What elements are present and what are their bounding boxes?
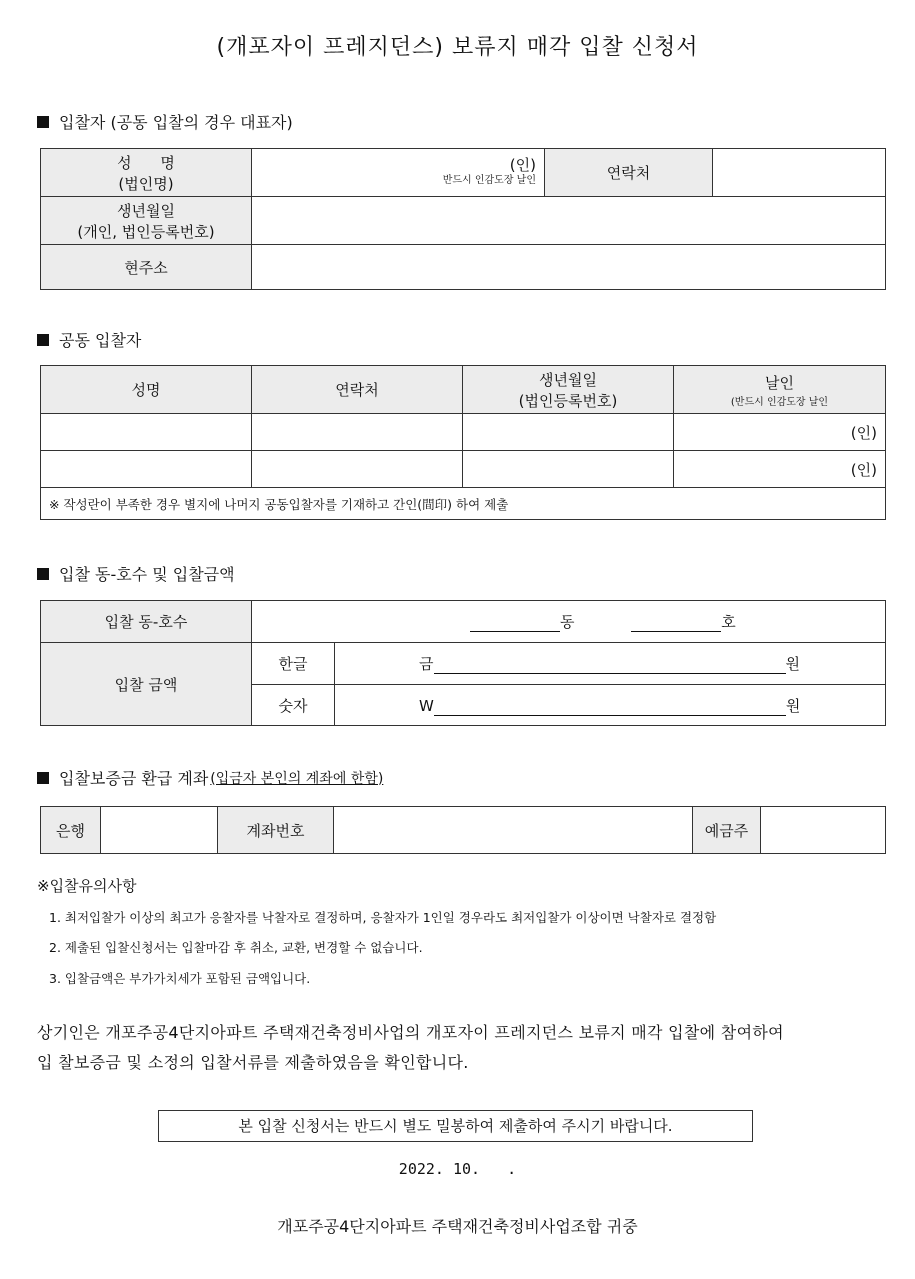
dong-label: 동 — [560, 613, 575, 631]
holder-field[interactable] — [761, 807, 886, 854]
joint-birth-field[interactable] — [463, 414, 674, 451]
joint-contact-field[interactable] — [252, 451, 463, 488]
birth-label: 생년월일 — [117, 201, 175, 220]
corp-name-label: (법인명) — [118, 174, 174, 193]
statement-line: 상기인은 개포주공4단지아파트 주택재건축정비사업의 개포자이 프레지던스 보류지 매각 입찰에 참여하여 — [37, 1023, 784, 1042]
joint-name-field[interactable] — [41, 451, 252, 488]
col-seal-label: 날인 — [765, 373, 794, 392]
joint-contact-field[interactable] — [252, 414, 463, 451]
amount-label: 입찰 금액 — [41, 643, 252, 726]
unit-label: 입찰 동-호수 — [41, 601, 252, 643]
name-field[interactable] — [252, 149, 545, 197]
address-field[interactable] — [252, 245, 886, 290]
square-bullet-icon — [37, 772, 49, 784]
unit-field[interactable] — [252, 601, 886, 643]
dong-blank[interactable] — [470, 631, 560, 632]
bank-field[interactable] — [101, 807, 218, 854]
recipient-union: 개포주공4단지아파트 주택재건축정비사업조합 귀중 — [277, 1217, 638, 1236]
joint-seal-field[interactable] — [674, 451, 886, 488]
col-birth — [463, 366, 674, 414]
notes-title: ※입찰유의사항 — [37, 877, 137, 895]
square-bullet-icon — [37, 568, 49, 580]
number-amount-blank[interactable] — [434, 715, 786, 716]
col-birth-label: 생년월일 — [539, 370, 597, 389]
birth-label-cell — [41, 197, 252, 245]
bidder-table — [40, 148, 886, 290]
statement-line: 입 찰보증금 및 소정의 입찰서류를 제출하였음을 확인합니다. — [37, 1053, 469, 1072]
note-item: 2. 제출된 입찰신청서는 입찰마감 후 취소, 교환, 변경할 수 없습니다. — [49, 940, 423, 955]
square-bullet-icon — [37, 116, 49, 128]
contact-label: 연락처 — [545, 149, 713, 197]
square-bullet-icon — [37, 334, 49, 346]
ho-label: 호 — [721, 613, 736, 631]
note-item: 1. 최저입찰가 이상의 최고가 응찰자를 낙찰자로 결정하며, 응찰자가 1인일 경우라도 최저입찰가 이상이면 낙찰자로 결정함 — [49, 910, 717, 925]
col-seal-note: (반드시 인감도장 날인 — [730, 396, 829, 408]
won-label: 원 — [785, 655, 800, 673]
note-item: 3. 입찰금액은 부가가치세가 포함된 금액입니다. — [49, 971, 311, 986]
number-amount-field[interactable] — [335, 685, 886, 726]
account-field[interactable] — [334, 807, 693, 854]
number-label: 숫자 — [252, 685, 335, 726]
number-prefix: W — [419, 696, 434, 715]
account-label: 계좌번호 — [218, 807, 334, 854]
joint-birth-field[interactable] — [463, 451, 674, 488]
col-contact: 연락처 — [252, 366, 463, 414]
joint-note: ※ 작성란이 부족한 경우 별지에 나머지 공동입찰자를 기재하고 간인(間印) 하여 제출 — [41, 488, 886, 520]
birth-field[interactable] — [252, 197, 886, 245]
name-label: 성 명 — [117, 153, 187, 172]
col-reg-label: (법인등록번호) — [518, 391, 618, 410]
korean-amount-field[interactable] — [335, 643, 886, 685]
unit-table — [40, 600, 886, 726]
korean-label: 한글 — [252, 643, 335, 685]
section-joint-heading — [37, 328, 141, 351]
joint-name-field[interactable] — [41, 414, 252, 451]
section-subtitle: (입금자 본인의 계좌에 한함) — [210, 770, 384, 787]
section-title: 입찰자 (공동 입찰의 경우 대표자) — [59, 113, 293, 132]
date: 2022. 10. . — [398, 1160, 517, 1178]
seal-instruction-box: 본 입찰 신청서는 반드시 별도 밀봉하여 제출하여 주시기 바랍니다. — [158, 1110, 753, 1142]
col-name: 성명 — [41, 366, 252, 414]
seal-note: 반드시 인감도장 날인 — [442, 174, 536, 186]
korean-amount-blank[interactable] — [434, 673, 786, 674]
statement-paragraph — [37, 1018, 882, 1078]
seal-mark: (인) — [509, 155, 536, 174]
seal-mark: (인) — [850, 423, 877, 442]
section-title: 입찰보증금 환급 계좌 — [59, 769, 209, 788]
section-bidder-heading — [37, 110, 293, 133]
col-seal — [674, 366, 886, 414]
won-label: 원 — [785, 696, 801, 715]
section-title: 입찰 동-호수 및 입찰금액 — [59, 565, 235, 584]
reg-number-label: (개인, 법인등록번호) — [77, 222, 215, 241]
bank-label: 은행 — [41, 807, 101, 854]
address-label: 현주소 — [41, 245, 252, 290]
name-label-cell — [41, 149, 252, 197]
section-unit-heading — [37, 562, 235, 585]
refund-table — [40, 806, 886, 854]
seal-mark: (인) — [850, 460, 877, 479]
holder-label: 예금주 — [693, 807, 761, 854]
korean-prefix: 금 — [419, 655, 434, 673]
ho-blank[interactable] — [631, 631, 721, 632]
document-title: (개포자이 프레지던스) 보류지 매각 입찰 신청서 — [216, 35, 699, 60]
joint-table — [40, 365, 886, 520]
section-refund-heading — [37, 766, 383, 789]
joint-seal-field[interactable] — [674, 414, 886, 451]
contact-field[interactable] — [713, 149, 886, 197]
section-title: 공동 입찰자 — [59, 331, 142, 350]
